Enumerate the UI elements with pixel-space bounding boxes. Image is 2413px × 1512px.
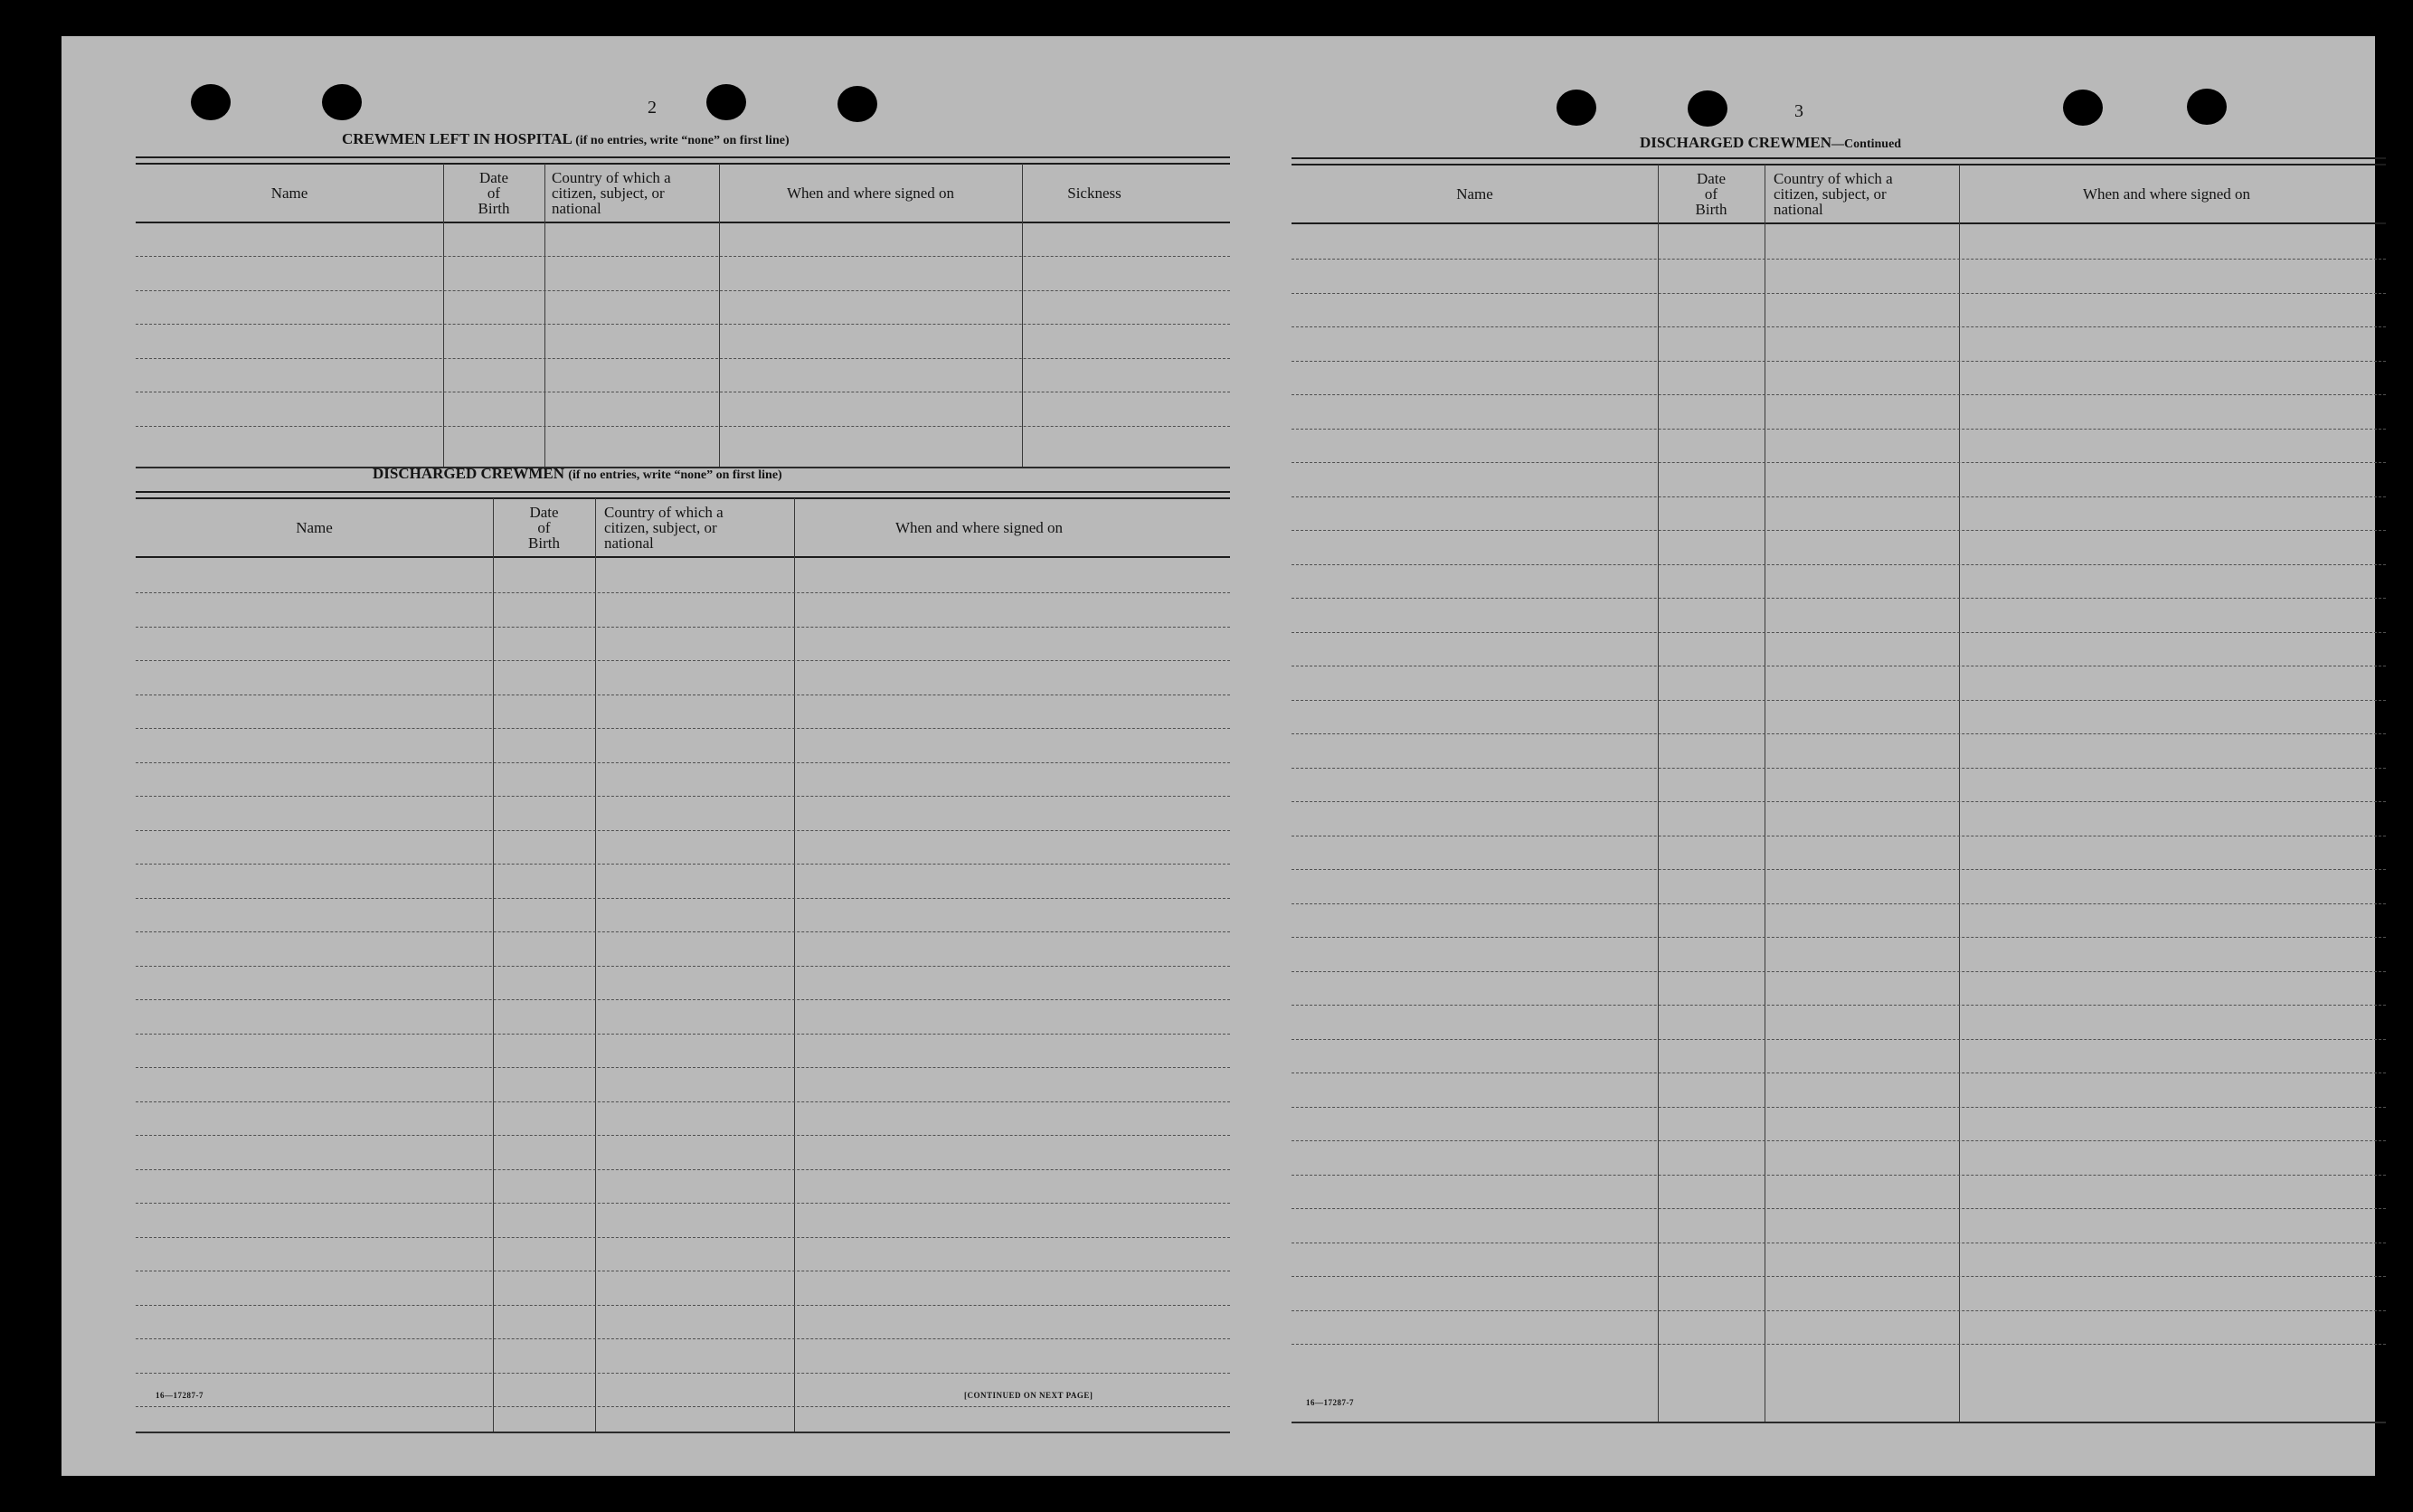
discharged-section-title: DISCHARGED CREWMEN (if no entries, write “none” on first line) <box>373 465 782 482</box>
entry-line <box>1292 1208 2386 1209</box>
binder-hole <box>191 84 231 120</box>
column-divider <box>1959 165 1960 1422</box>
entry-line <box>136 864 1230 865</box>
entry-line <box>1292 733 2386 734</box>
binder-hole <box>706 84 746 120</box>
column-header-name: Name <box>270 184 308 202</box>
hospital-section-title: CREWMEN LEFT IN HOSPITAL (if no entries, write “none” on first line) <box>342 130 790 147</box>
discharged-continued-title: DISCHARGED CREWMEN—Continued <box>1640 134 1902 151</box>
entry-line <box>1292 869 2386 870</box>
entry-line <box>1292 1276 2386 1277</box>
entry-line <box>136 728 1230 729</box>
manifest-sheet <box>62 36 2375 1476</box>
entry-line <box>1292 394 2386 395</box>
binder-hole <box>1557 90 1596 126</box>
binder-hole <box>322 84 362 120</box>
entry-line <box>1292 937 2386 938</box>
column-header-when-where-signed: When and where signed on <box>786 184 955 202</box>
entry-line <box>1292 1005 2386 1006</box>
entry-line <box>136 1101 1230 1102</box>
entry-line <box>1292 700 2386 701</box>
discharged-table <box>136 491 1230 1436</box>
page-number: 2 <box>648 98 657 118</box>
entry-line <box>1292 564 2386 565</box>
column-divider <box>544 164 545 467</box>
entry-line <box>136 762 1230 763</box>
entry-line <box>136 931 1230 932</box>
discharged-continued-table <box>1292 157 2386 1423</box>
entry-line <box>1292 1140 2386 1141</box>
entry-line <box>136 256 1230 257</box>
column-header-when-where-signed: When and where signed on <box>894 518 1064 536</box>
continued-note: [CONTINUED ON NEXT PAGE] <box>964 1391 1093 1400</box>
column-header-country: Country of which a citizen, subject, or national <box>1774 169 1893 218</box>
column-header-name: Name <box>1456 184 1493 203</box>
entry-line <box>1292 1107 2386 1108</box>
header-rule <box>136 556 1230 558</box>
entry-line <box>136 1203 1230 1204</box>
entry-line <box>136 830 1230 831</box>
entry-line <box>136 1406 1230 1407</box>
table-top-rule <box>1292 157 2386 165</box>
entry-line <box>1292 293 2386 294</box>
entry-line <box>136 660 1230 661</box>
binder-hole <box>2063 90 2103 126</box>
header-rule <box>136 222 1230 223</box>
entry-line <box>136 324 1230 325</box>
entry-line <box>136 1034 1230 1035</box>
page-number: 3 <box>1794 101 1803 121</box>
binder-hole <box>1688 90 1727 127</box>
column-header-name: Name <box>296 518 333 536</box>
entry-line <box>1292 259 2386 260</box>
entry-line <box>1292 903 2386 904</box>
entry-line <box>1292 971 2386 972</box>
entry-line <box>1292 1039 2386 1040</box>
entry-line <box>136 592 1230 593</box>
column-header-date-of-birth: Date of Birth <box>478 168 510 217</box>
form-number: 16—17287-7 <box>156 1391 203 1400</box>
column-header-country: Country of which a citizen, subject, or national <box>604 503 724 552</box>
entry-line <box>1292 1344 2386 1345</box>
column-header-date-of-birth: Date of Birth <box>528 503 560 552</box>
entry-line <box>136 358 1230 359</box>
hospital-table <box>136 156 1230 468</box>
entry-line <box>1292 530 2386 531</box>
entry-line <box>136 1135 1230 1136</box>
column-divider <box>443 164 444 467</box>
entry-line <box>1292 632 2386 633</box>
form-number: 16—17287-7 <box>1306 1398 1354 1407</box>
table-bottom-rule <box>136 1432 1230 1433</box>
entry-line <box>136 1305 1230 1306</box>
column-header-date-of-birth: Date of Birth <box>1695 169 1727 218</box>
table-top-rule <box>136 491 1230 499</box>
entry-line <box>136 966 1230 967</box>
entry-line <box>1292 496 2386 497</box>
entry-line <box>136 1067 1230 1068</box>
entry-line <box>1292 768 2386 769</box>
column-header-when-where-signed: When and where signed on <box>2082 184 2251 203</box>
entry-line <box>1292 361 2386 362</box>
column-header-sickness: Sickness <box>1067 184 1121 202</box>
entry-line <box>136 796 1230 797</box>
column-divider <box>1658 165 1659 1422</box>
entry-line <box>136 1237 1230 1238</box>
binder-hole <box>837 86 877 122</box>
entry-line <box>136 426 1230 427</box>
entry-line <box>136 898 1230 899</box>
binder-hole <box>2187 89 2227 125</box>
entry-line <box>1292 598 2386 599</box>
table-top-rule <box>136 156 1230 165</box>
entry-line <box>136 290 1230 291</box>
entry-line <box>1292 801 2386 802</box>
entry-line <box>136 627 1230 628</box>
column-divider <box>719 164 720 467</box>
entry-line <box>1292 429 2386 430</box>
entry-line <box>136 1338 1230 1339</box>
header-rule <box>1292 222 2386 224</box>
entry-line <box>136 1373 1230 1374</box>
entry-line <box>1292 1175 2386 1176</box>
column-divider <box>1022 164 1023 467</box>
entry-line <box>136 999 1230 1000</box>
column-header-country: Country of which a citizen, subject, or national <box>552 168 671 217</box>
entry-line <box>1292 1310 2386 1311</box>
entry-line <box>1292 326 2386 327</box>
table-bottom-rule <box>1292 1422 2386 1423</box>
entry-line <box>1292 462 2386 463</box>
entry-line <box>136 1169 1230 1170</box>
